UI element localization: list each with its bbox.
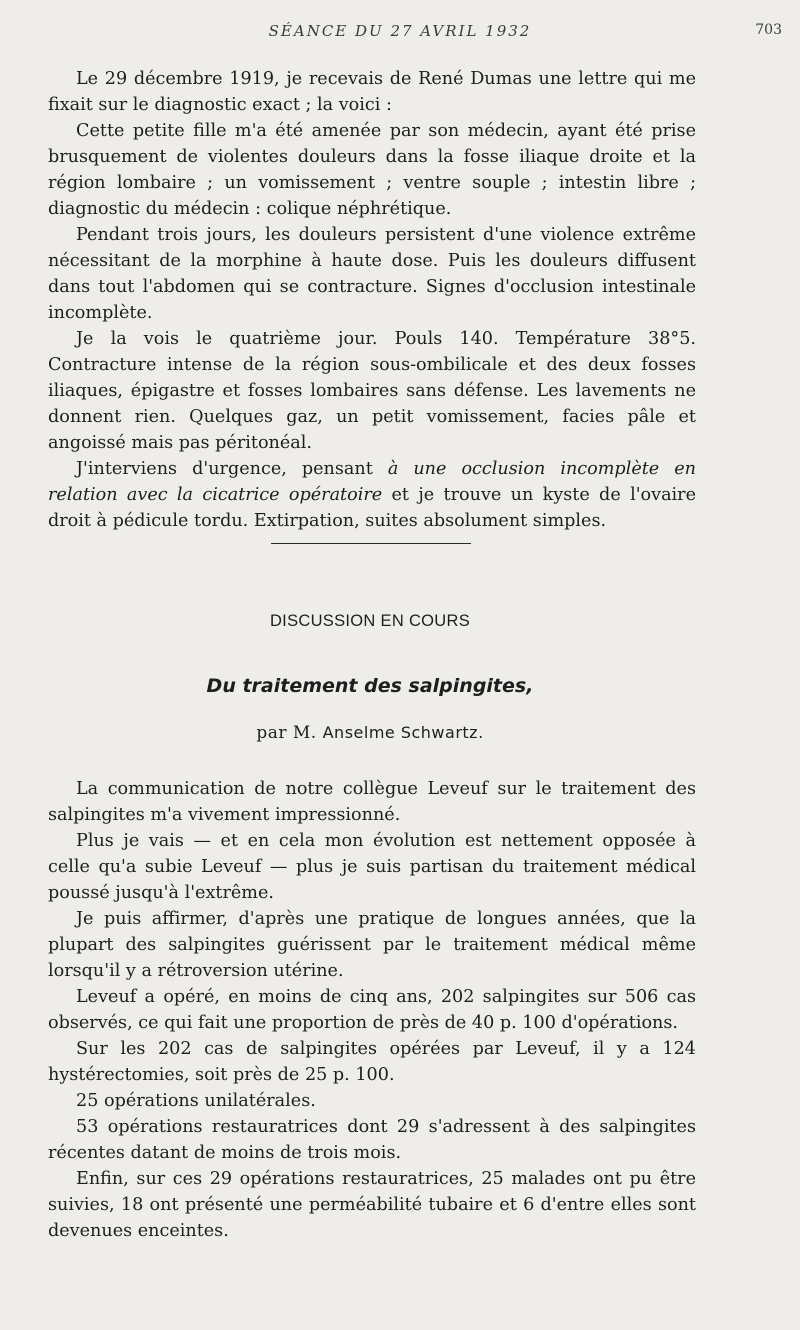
section-divider xyxy=(271,543,471,544)
paragraph: Le 29 décembre 1919, je recevais de René Dumas une lettre qui me fixait sur le diagnostic exact ; la voici : xyxy=(48,69,696,115)
paragraph: Cette petite fille m'a été amenée par son médecin, ayant été prise brusquement de violentes douleurs dans la fosse iliaque droite et la région lombaire ; un vomissement ; ventre souple ; intestin libre ; diagnostic du médecin : colique néphrétique. xyxy=(48,121,696,219)
paragraph: 25 opérations unilatérales. xyxy=(76,1091,316,1111)
paragraph: La communication de notre collègue Leveuf sur le traitement des salpingites m'a vivement impressionné. xyxy=(48,779,696,825)
section-heading: DISCUSSION EN COURS xyxy=(269,612,471,630)
paragraph: Je puis affirmer, d'après une pratique de longues années, que la plupart des salpingites guérissent par le traitement médical même lorsqu'il y a rétroversion utérine. xyxy=(48,909,696,981)
byline-prefix: par M. xyxy=(256,723,317,743)
paragraph: Leveuf a opéré, en moins de cinq ans, 202 salpingites sur 506 cas observés, ce qui fait une proportion de près de 40 p. 100 d'opérations. xyxy=(48,987,696,1033)
case-report-text xyxy=(48,66,696,534)
paragraph: 53 opérations restauratrices dont 29 s'adressent à des salpingites récentes datant de moins de trois mois. xyxy=(48,1117,696,1163)
paragraph: Pendant trois jours, les douleurs persistent d'une violence extrême nécessitant de la morphine à haute dose. Puis les douleurs diffusent dans tout l'abdomen qui se contracture. Signes d'occlusion intestinale incomplète. xyxy=(48,225,696,323)
page-number: 703 xyxy=(755,22,782,38)
paragraph-text: et je trouve un kyste de l'ovaire droit à pédicule tordu. Extirpation, suites absolument simples. xyxy=(48,485,697,531)
running-title: SÉANCE DU 27 AVRIL 1932 xyxy=(268,22,532,40)
article-text xyxy=(48,776,696,1244)
paragraph: Je la vois le quatrième jour. Pouls 140. Température 38°5. Contracture intense de la région sous-ombilicale et des deux fosses iliaques, épigastre et fosses lombaires sans défense. Les lavements ne donnent rien. Quelques gaz, un petit vomissement, facies pâle et angoissé mais pas péritonéal. xyxy=(48,329,696,453)
byline xyxy=(0,723,740,743)
paragraph: Sur les 202 cas de salpingites opérées par Leveuf, il y a 124 hystérectomies, soit près de 25 p. 100. xyxy=(48,1039,696,1085)
paragraph: Plus je vais — et en cela mon évolution est nettement opposée à celle qu'a subie Leveuf — plus je suis partisan du traitement médical poussé jusqu'à l'extrême. xyxy=(48,831,696,903)
article-title: Du traitement des salpingites, xyxy=(206,675,534,697)
paragraph: Enfin, sur ces 29 opérations restauratrices, 25 malades ont pu être suivies, 18 ont présenté une perméabilité tubaire et 6 d'entre elles sont devenues enceintes. xyxy=(48,1169,696,1241)
paragraph xyxy=(48,456,696,534)
paragraph-text: J'interviens d'urgence, pensant xyxy=(76,459,388,479)
running-header xyxy=(0,22,800,46)
italic-phrase: à une occlusion incomplète en relation avec la cicatrice opératoire xyxy=(48,459,696,505)
byline-author: Anselme Schwartz. xyxy=(322,723,484,742)
